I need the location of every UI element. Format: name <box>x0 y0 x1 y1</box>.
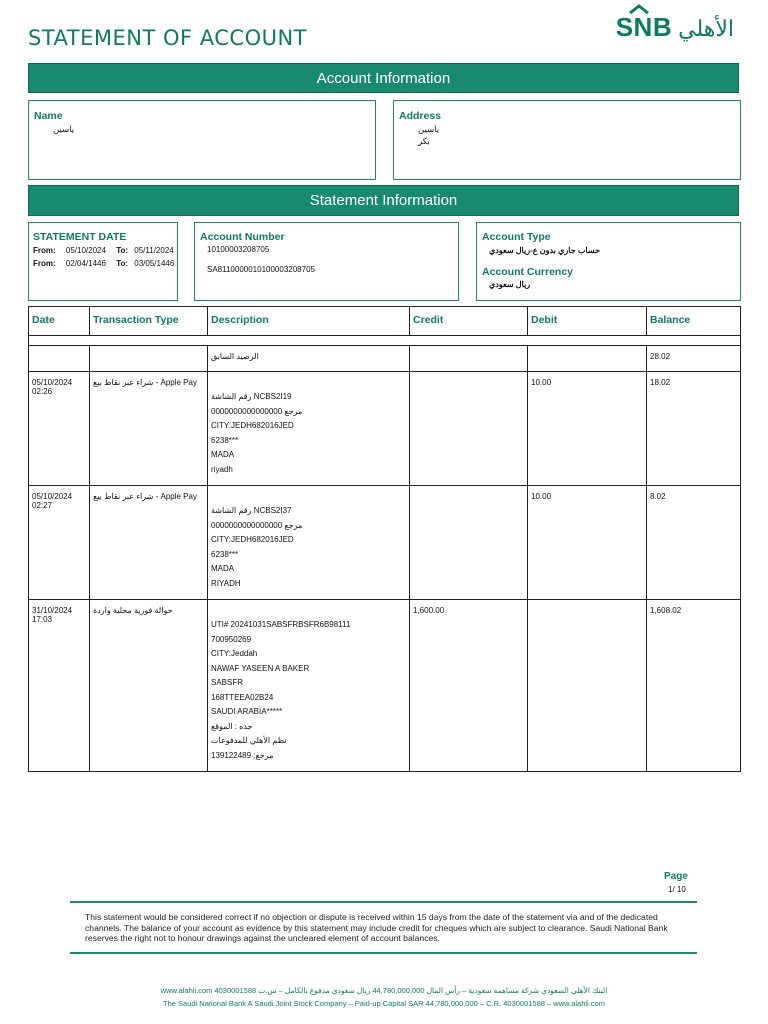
address-line-1: ياسين <box>418 124 440 134</box>
bank-logo <box>616 14 734 40</box>
footer-top-divider <box>70 901 697 903</box>
row-date: 31/10/2024 17:03 <box>29 600 90 772</box>
disclaimer-text: This statement would be considered correct if no objection or dispute is received within 15 days from the date of the statement via and of the dedicated channels. The balance of your account as evidence by this statement may include credit for cheques which are subject to clearance. Saudi National Bank reserves the right not to honour drawings against the uncleared element of account balances. <box>85 912 668 943</box>
row-type: شراء عبر نقاط بيع - Apple Pay <box>90 372 208 486</box>
hijri-range: From: 02/04/1446 To: 03/05/1446 <box>33 259 175 268</box>
address-line-2: بكر <box>418 136 430 146</box>
row-description: رقم الشاشة NCBS2I19 0000000000000000 مرجع CITY:JEDH682016JED 6238*** MADA riyadh <box>208 372 410 486</box>
logo-latin: SNB <box>616 14 672 40</box>
col-balance: Balance <box>647 307 741 336</box>
hijri-to: 03/05/1446 <box>134 259 175 268</box>
footer-arabic-line: البنك الأهلي السعودي شركة مساهمة سعودية – رأس المال 44,780,000,000 ريال سعودي مدفوع بالكامل – س.ت 4030001588 www.alahli.com <box>160 986 608 995</box>
account-information-header: Account Information <box>28 63 739 93</box>
name-box <box>28 100 376 180</box>
row-credit <box>410 486 528 600</box>
row-type: شراء عبر نقاط بيع - Apple Pay <box>90 486 208 600</box>
gregorian-range: From: 05/10/2024 To: 05/11/2024 <box>33 246 174 255</box>
transactions-table <box>28 306 741 772</box>
row-debit <box>528 600 647 772</box>
footer-english-line: The Saudi National Bank A Saudi Joint Stock Company – Paid-up Capital SAR 44,780,000,000 – C.R. 4030001588 – www.alahli.com <box>163 999 605 1008</box>
row-debit: 10.00 <box>528 372 647 486</box>
col-credit: Credit <box>410 307 528 336</box>
row-balance: 1,608.02 <box>647 600 741 772</box>
col-date: Date <box>29 307 90 336</box>
row-credit: 1,600.00 <box>410 600 528 772</box>
account-currency-label: Account Currency <box>482 266 574 278</box>
logo-arabic: الأهلي <box>678 16 734 41</box>
table-row <box>29 486 741 600</box>
row-debit: 10.00 <box>528 486 647 600</box>
row-date: 05/10/2024 02:27 <box>29 486 90 600</box>
greg-to: 05/11/2024 <box>134 246 174 255</box>
page-label: Page <box>664 871 688 882</box>
opening-description: الرصيد السابق <box>208 346 410 372</box>
row-description: رقم الشاشة NCBS2I37 0000000000000000 مرجع CITY:JEDH682016JED 6238*** MADA RIYADH <box>208 486 410 600</box>
opening-balance: 28.02 <box>647 346 741 372</box>
page-title: STATEMENT OF ACCOUNT <box>28 26 308 50</box>
name-label: Name <box>34 110 63 122</box>
address-label: Address <box>399 110 442 122</box>
table-header-row <box>29 307 741 336</box>
statement-date-box <box>28 222 178 301</box>
row-balance: 8.02 <box>647 486 741 600</box>
logo-mark-icon <box>628 4 650 14</box>
row-description: UTI# 20241031SABSFRBSFR6B98111 700950269 CITY:Jeddah NAWAF YASEEN A BAKER SABSFR 168TTEEA02B24 SAUDI ARABIA***** جده : الموقع نظم الأهلي للمدفوعات 139122489 :مرجع <box>208 600 410 772</box>
name-value: ياسين <box>53 124 75 134</box>
row-date: 05/10/2024 02:26 <box>29 372 90 486</box>
hijri-from: 02/04/1446 <box>65 259 106 268</box>
account-type-box <box>476 222 741 301</box>
iban-value: SA8110000010100003208705 <box>207 265 315 274</box>
col-debit: Debit <box>528 307 647 336</box>
table-row <box>29 600 741 772</box>
account-number-box <box>194 222 459 301</box>
page-number: 1/ 10 <box>668 885 686 894</box>
row-type: حوالة فورية محلية واردة <box>90 600 208 772</box>
statement-date-label: STATEMENT DATE <box>33 231 127 243</box>
table-row <box>29 372 741 486</box>
row-credit <box>410 372 528 486</box>
col-description: Description <box>208 307 410 336</box>
footer-bottom-divider <box>70 952 697 954</box>
address-box <box>393 100 741 180</box>
account-type-label: Account Type <box>482 231 551 243</box>
account-number-value: 10100003208705 <box>207 245 270 254</box>
statement-information-header: Statement Information <box>28 185 739 216</box>
col-transaction-type: Transaction Type <box>90 307 208 336</box>
account-number-label: Account Number <box>200 231 285 243</box>
account-type-value: حساب جاري بدون ع-ريال سعودي <box>489 246 600 255</box>
row-balance: 18.02 <box>647 372 741 486</box>
opening-balance-row <box>29 346 741 372</box>
account-currency-value: ريال سعودي <box>489 280 531 289</box>
greg-from: 05/10/2024 <box>65 246 106 255</box>
